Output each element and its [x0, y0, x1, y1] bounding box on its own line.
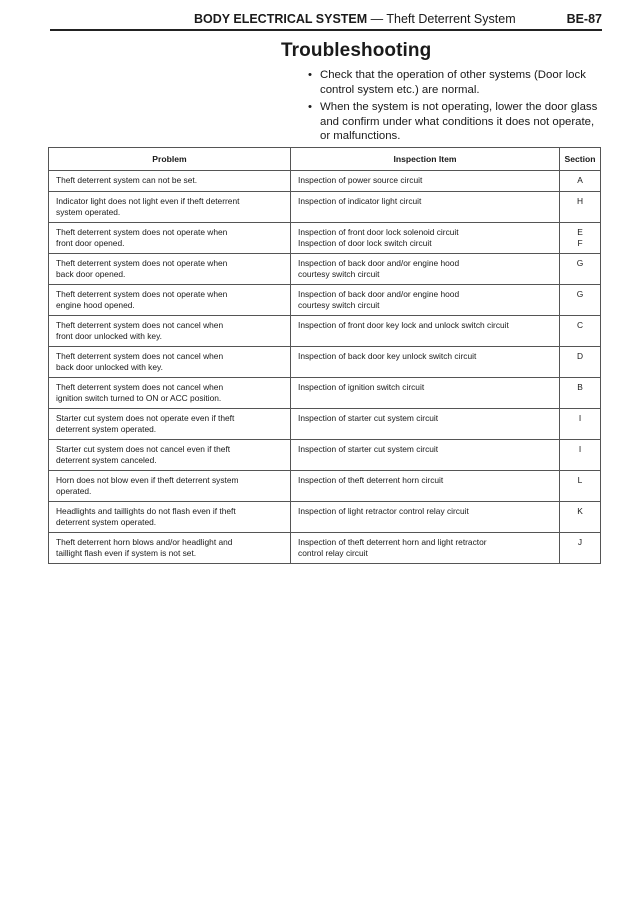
inspection-cell	[291, 285, 560, 316]
table-row	[49, 171, 601, 192]
problem-cell-line: operated.	[56, 486, 92, 496]
header-section: Section	[560, 148, 601, 171]
problem-cell-line: front door opened.	[56, 238, 125, 248]
inspection-cell-line: Inspection of back door and/or engine hood	[298, 258, 460, 268]
page-number: BE-87	[566, 12, 602, 26]
problem-cell	[49, 192, 291, 223]
inspection-cell	[291, 347, 560, 378]
section-cell	[560, 440, 601, 471]
problem-cell-line: engine hood opened.	[56, 300, 135, 310]
section-cell	[560, 347, 601, 378]
section-cell-line: I	[578, 444, 582, 454]
inspection-cell-line: Inspection of power source circuit	[298, 175, 423, 185]
table-row	[49, 533, 601, 564]
problem-cell	[49, 471, 291, 502]
inspection-cell	[291, 316, 560, 347]
problem-cell-line: Theft deterrent system does not operate when	[56, 258, 228, 268]
inspection-cell-line: Inspection of theft deterrent horn circuit	[298, 475, 444, 485]
inspection-cell-line: courtesy switch circuit	[298, 300, 380, 310]
section-cell	[560, 254, 601, 285]
header-section-title	[194, 12, 516, 26]
running-header	[50, 8, 602, 28]
inspection-cell-line: Inspection of theft deterrent horn and light retractor	[298, 537, 487, 547]
inspection-cell	[291, 254, 560, 285]
problem-cell-line: Indicator light does not light even if theft deterrent	[56, 196, 240, 206]
inspection-cell	[291, 502, 560, 533]
problem-cell-line: Horn does not blow even if theft deterrent system	[56, 475, 239, 485]
problem-cell-line: system operated.	[56, 207, 121, 217]
header-section-bold: BODY ELECTRICAL SYSTEM	[194, 12, 368, 26]
problem-cell-line: Theft deterrent system does not cancel when	[56, 382, 224, 392]
problem-cell	[49, 533, 291, 564]
problem-cell-line: Theft deterrent system does not cancel when	[56, 351, 224, 361]
problem-cell-line: taillight flash even if system is not set.	[56, 548, 197, 558]
bullet-item	[306, 100, 604, 144]
section-cell	[560, 409, 601, 440]
table-header-row	[49, 148, 601, 171]
problem-cell	[49, 316, 291, 347]
section-cell	[560, 171, 601, 192]
section-cell	[560, 223, 601, 254]
inspection-cell	[291, 192, 560, 223]
inspection-cell	[291, 440, 560, 471]
problem-cell-line: Theft deterrent system does not cancel when	[56, 320, 224, 330]
table-row	[49, 316, 601, 347]
inspection-cell	[291, 378, 560, 409]
table-row	[49, 409, 601, 440]
section-cell-line: G	[576, 258, 584, 268]
section-cell-line: F	[577, 238, 583, 248]
inspection-cell-line: Inspection of front door key lock and unlock switch circuit	[298, 320, 509, 330]
inspection-cell-line: Inspection of indicator light circuit	[298, 196, 422, 206]
section-cell-line: I	[578, 413, 582, 423]
table-row	[49, 378, 601, 409]
section-cell-line: J	[577, 537, 583, 547]
section-cell	[560, 533, 601, 564]
inspection-cell	[291, 533, 560, 564]
problem-cell	[49, 378, 291, 409]
inspection-cell-line: Inspection of front door lock solenoid circuit	[298, 227, 459, 237]
section-cell-line: A	[577, 175, 583, 185]
table-body	[49, 171, 601, 564]
inspection-cell	[291, 409, 560, 440]
section-cell-line: H	[576, 196, 584, 206]
header-rule	[50, 29, 602, 31]
problem-cell-line: Starter cut system does not cancel even if theft	[56, 444, 231, 454]
problem-cell-line: ignition switch turned to ON or ACC position.	[56, 393, 222, 403]
table-row	[49, 223, 601, 254]
problem-cell	[49, 409, 291, 440]
problem-cell-line: deterrent system operated.	[56, 424, 157, 434]
problem-cell-line: Starter cut system does not operate even if theft	[56, 413, 235, 423]
inspection-cell-line: Inspection of starter cut system circuit	[298, 444, 439, 454]
problem-cell	[49, 171, 291, 192]
section-cell-line: K	[577, 506, 583, 516]
table-row	[49, 440, 601, 471]
section-cell	[560, 471, 601, 502]
section-cell-line: G	[576, 289, 584, 299]
inspection-cell-line: courtesy switch circuit	[298, 269, 380, 279]
problem-cell	[49, 223, 291, 254]
inspection-cell-line: Inspection of light retractor control relay circuit	[298, 506, 469, 516]
bullet-text: When the system is not operating, lower the door glass and confirm under what conditions it does not operate, or malfunctions.	[320, 101, 598, 143]
inspection-cell-line: control relay circuit	[298, 548, 368, 558]
problem-cell-line: Theft deterrent system can not be set.	[56, 175, 198, 185]
problem-cell	[49, 502, 291, 533]
section-cell-line: E	[577, 227, 583, 237]
section-cell	[560, 502, 601, 533]
problem-cell-line: deterrent system canceled.	[56, 455, 157, 465]
problem-cell-line: back door unlocked with key.	[56, 362, 163, 372]
inspection-cell-line: Inspection of back door key unlock switch circuit	[298, 351, 477, 361]
bullet-item	[306, 68, 604, 97]
bullet-list	[306, 68, 604, 147]
inspection-cell-line: Inspection of back door and/or engine hood	[298, 289, 460, 299]
section-cell-line: B	[577, 382, 583, 392]
header-problem: Problem	[49, 148, 291, 171]
problem-cell-line: Theft deterrent system does not operate when	[56, 227, 228, 237]
inspection-cell	[291, 171, 560, 192]
troubleshooting-table	[48, 147, 601, 564]
bullet-icon: •	[308, 101, 312, 114]
page-title: Troubleshooting	[281, 40, 432, 61]
section-cell-line: L	[577, 475, 583, 485]
section-cell	[560, 192, 601, 223]
problem-cell-line: Theft deterrent horn blows and/or headlight and	[56, 537, 233, 547]
section-cell	[560, 316, 601, 347]
table-row	[49, 285, 601, 316]
table-row	[49, 502, 601, 533]
inspection-cell-line: Inspection of ignition switch circuit	[298, 382, 425, 392]
inspection-cell-line: Inspection of door lock switch circuit	[298, 238, 432, 248]
inspection-cell	[291, 223, 560, 254]
section-cell	[560, 378, 601, 409]
problem-cell	[49, 440, 291, 471]
problem-cell-line: back door opened.	[56, 269, 126, 279]
bullet-icon: •	[308, 69, 312, 81]
inspection-cell-line: Inspection of starter cut system circuit	[298, 413, 439, 423]
problem-cell-line: deterrent system operated.	[56, 517, 157, 527]
section-cell-line: C	[576, 320, 584, 330]
bullet-text: Check that the operation of other systems (Door lock control system etc.) are normal.	[320, 69, 586, 96]
section-cell-line: D	[576, 351, 584, 361]
problem-cell-line: Theft deterrent system does not operate when	[56, 289, 228, 299]
problem-cell-line: Headlights and taillights do not flash even if theft	[56, 506, 236, 516]
inspection-cell	[291, 471, 560, 502]
table-row	[49, 254, 601, 285]
header-section-rest: — Theft Deterrent System	[367, 12, 516, 26]
problem-cell-line: front door unlocked with key.	[56, 331, 162, 341]
problem-cell	[49, 347, 291, 378]
problem-cell	[49, 254, 291, 285]
header-inspection-item: Inspection Item	[291, 148, 560, 171]
table-row	[49, 471, 601, 502]
table-row	[49, 347, 601, 378]
problem-cell	[49, 285, 291, 316]
table-row	[49, 192, 601, 223]
section-cell	[560, 285, 601, 316]
